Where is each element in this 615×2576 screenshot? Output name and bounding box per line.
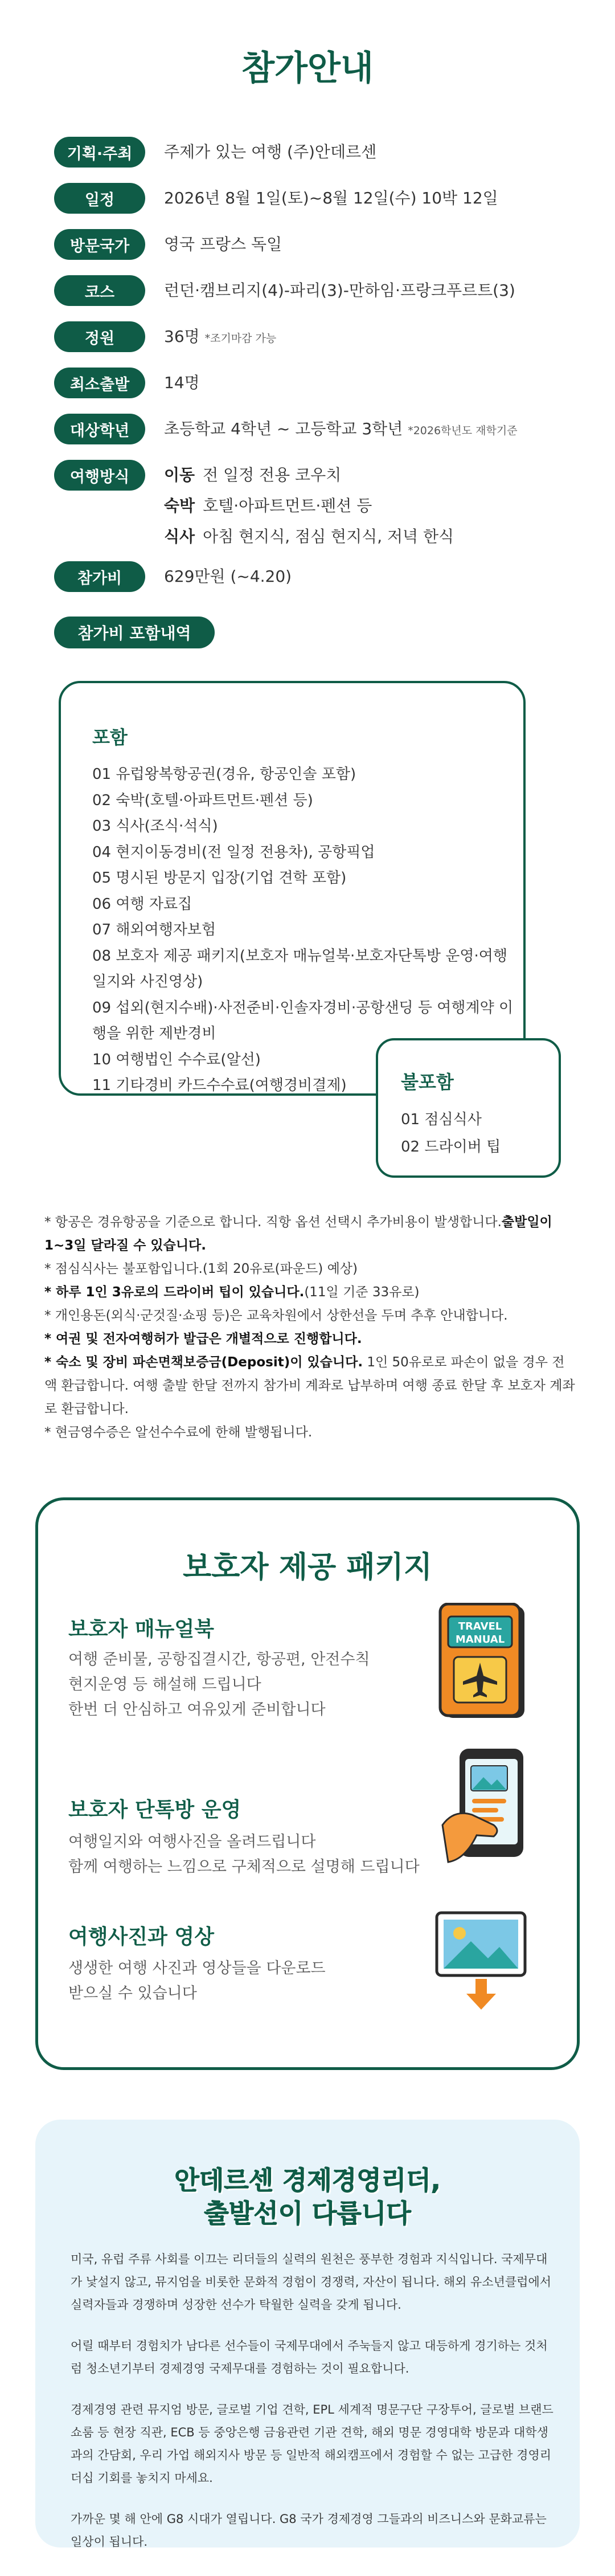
leader-section (35, 2120, 580, 2548)
value-capacity: 36명 *조기마감 가능 (164, 327, 277, 346)
label-fee: 참가비 (54, 561, 145, 592)
value-target: 초등학교 4학년 ~ 고등학교 3학년 *2026학년도 재학기준 (164, 419, 518, 438)
info-row-target (54, 414, 581, 446)
label-target: 대상학년 (54, 414, 145, 444)
label-capacity: 정원 (54, 321, 145, 352)
note-deposit: * 숙소 및 장비 파손면책보증금(Deposit)이 있습니다. 1인 50유로로 파손이 없을 경우 전액 환급합니다. 여행 출발 한달 전까지 참가비 계좌로 납부하며 여행 종료 한달 후 보호자 계좌로 환급합니다. (44, 1355, 575, 1416)
photo-text: 생생한 여행 사진과 영상들을 다운로드 받으실 수 있습니다 (68, 1959, 326, 2002)
value-schedule: 2026년 8월 1일(토)~8월 12일(수) 10박 12일 (164, 189, 498, 207)
leader-title-line2: 출발선이 다릅니다 (204, 2198, 411, 2228)
list-item: 10 여행법인 수수료(알선) (92, 1051, 261, 1068)
info-row-host (54, 137, 581, 168)
value-host: 주제가 있는 여행 (주)안데르센 (164, 142, 377, 161)
inclusions-pill: 참가비 포함내역 (54, 617, 215, 648)
method-meal: 식사 아침 현지식, 점심 현지식, 저녁 한식 (164, 527, 454, 546)
manual-text: 여행 준비물, 공항집결시간, 항공편, 안전수칙 현지운영 등 해설해 드립니다 한번 더 안심하고 여유있게 준비합니다 (68, 1651, 370, 1718)
list-item: 01 점심식사 (401, 1111, 482, 1128)
value-course: 런던·캠브리지(4)-파리(3)-만하임·프랑크푸르트(3) (164, 281, 515, 300)
list-item: 05 명시된 방문지 입장(기업 견학 포함) (92, 869, 347, 887)
travel-manual-icon (437, 1603, 528, 1722)
note-lunch: * 점심식사는 불포함입니다.(1회 20유로(파운드) 예상) (44, 1262, 358, 1276)
method-stay: 숙박 호텔·아파트먼트·펜션 등 (164, 496, 372, 515)
list-item: 06 여행 자료집 (92, 895, 192, 913)
info-row-fee (54, 561, 581, 592)
leader-body (71, 2248, 555, 2571)
capacity-note: *조기마감 가능 (204, 332, 277, 345)
excluded-title: 불포함 (401, 1071, 454, 1093)
photo-download-icon (431, 1909, 531, 2015)
info-row-schedule (54, 183, 581, 214)
info-row-minimum (54, 368, 581, 398)
label-schedule: 일정 (54, 183, 145, 214)
info-row-course (54, 275, 581, 306)
svg-text:TRAVEL: TRAVEL (458, 1620, 502, 1632)
list-item: 02 숙박(호텔·아파트먼트·펜션 등) (92, 791, 313, 809)
svg-text:MANUAL: MANUAL (455, 1634, 505, 1646)
info-row-countries (54, 229, 581, 260)
label-method: 여행방식 (54, 460, 145, 491)
value-method (164, 460, 454, 552)
included-title: 포함 (92, 726, 128, 748)
label-minimum: 최소출발 (54, 368, 145, 398)
notes (44, 1211, 577, 1444)
leader-paragraph: 미국, 유럽 주류 사회를 이끄는 리더들의 실력의 원천은 풍부한 경험과 지식입니다. 국제무대가 낯설지 않고, 뮤지엄을 비롯한 문화적 경험이 경쟁력, 자산이 됩니다. 해외 유소년클럽에서 실력자들과 경쟁하며 성장한 선수가 탁월한 실력을 갖게 됩니다. (71, 2252, 552, 2312)
included-box (59, 681, 526, 1096)
info-row-capacity (54, 321, 581, 354)
phone-chat-icon (437, 1745, 539, 1868)
list-item: 08 보호자 제공 패키지(보호자 매뉴얼북·보호자단톡방 운영·여행 (92, 947, 507, 965)
photo-heading: 여행사진과 영상 (68, 1925, 214, 1949)
list-item: 04 현지이동경비(전 일정 전용차), 공항픽업 (92, 843, 375, 861)
leader-paragraph: 어릴 때부터 경험치가 남다른 선수들이 국제무대에서 주눅들지 않고 대등하게 경기하는 것처럼 청소년기부터 경제경영 국제무대를 경험하는 것이 필요합니다. (71, 2339, 548, 2375)
guardian-package-box (35, 1497, 580, 2070)
package-title: 보호자 제공 패키지 (182, 1550, 433, 1585)
excluded-box (376, 1038, 561, 1178)
label-course: 코스 (54, 275, 145, 306)
excluded-list (401, 1106, 501, 1161)
list-item: 09 섭외(현지수배)·사전준비·인솔자경비·공항샌딩 등 여행계약 이 (92, 999, 514, 1016)
value-fee: 629만원 (~4.20) (164, 567, 292, 586)
target-note: *2026학년도 재학기준 (408, 424, 518, 437)
page-title: 참가안내 (241, 48, 374, 88)
list-item: 02 드라이버 팁 (401, 1138, 501, 1156)
list-item: 일지와 사진영상) (92, 973, 203, 990)
leader-paragraph: 경제경영 관련 뮤지엄 방문, 글로벌 기업 견학, EPL 세계적 명문구단 구장투어, 글로벌 브랜드 쇼룸 등 현장 직관, ECB 등 중앙은행 금융관련 기관 견학, 해외 명문 경영대학 방문과 대학생과의 간담회, 우리 가업 해외지사 방문 등 일반적 해외캠프에서 경험할 수 없는 고급한 경영리더십 기회를 놓치지 마세요. (71, 2403, 554, 2485)
label-countries: 방문국가 (54, 229, 145, 260)
manual-heading: 보호자 매뉴얼북 (68, 1618, 214, 1641)
chat-heading: 보호자 단톡방 운영 (68, 1798, 241, 1822)
list-item: 03 식사(조식·석식) (92, 818, 218, 835)
info-row-method (54, 460, 581, 552)
note-flight: * 항공은 경유항공을 기준으로 합니다. 직항 옵션 선택시 추가비용이 발생합니다.출발일이 1~3일 달라질 수 있습니다. (44, 1215, 552, 1253)
note-pocket-money: * 개인용돈(외식·군것질·쇼핑 등)은 교육차원에서 상한선을 두며 추후 안내합니다. (44, 1308, 508, 1323)
list-item: 07 해외여행자보험 (92, 921, 216, 938)
leader-title-line1: 안데르센 경제경영리더, (174, 2165, 441, 2195)
note-receipt: * 현금영수증은 알선수수료에 한해 발행됩니다. (44, 1425, 313, 1440)
method-move: 이동 전 일정 전용 코우치 (164, 466, 342, 484)
value-minimum: 14명 (164, 373, 200, 392)
list-item: 01 유럽왕복항공권(경유, 항공인솔 포함) (92, 766, 356, 783)
leader-paragraph: 가까운 몇 해 안에 G8 시대가 열립니다. G8 국가 경제경영 그들과의 비즈니스와 문화교류는 일상이 됩니다. (71, 2512, 547, 2549)
note-passport: * 여권 및 전자여행허가 발급은 개별적으로 진행합니다. (44, 1332, 362, 1346)
list-item: 11 기타경비 카드수수료(여행경비결제) (92, 1077, 347, 1094)
label-host: 기획·주최 (54, 137, 145, 168)
chat-text: 여행일지와 여행사진을 올려드립니다 함께 여행하는 느낌으로 구체적으로 설명해 드립니다 (68, 1833, 420, 1876)
value-countries: 영국 프랑스 독일 (164, 235, 282, 254)
list-item: 행을 위한 제반경비 (92, 1025, 216, 1042)
note-driver-tip: * 하루 1인 3유로의 드라이버 팁이 있습니다.(11일 기준 33유로) (44, 1285, 420, 1300)
